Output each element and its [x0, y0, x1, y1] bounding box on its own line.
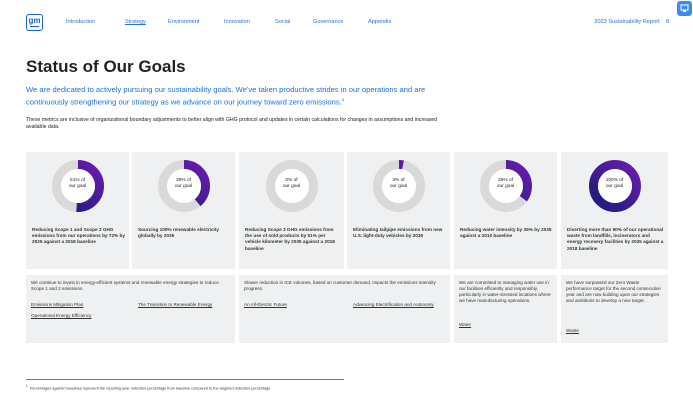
donut-label: 51% of our goal: [68, 178, 87, 190]
waste-panel: [561, 275, 668, 343]
page-title: Status of Our Goals: [26, 57, 186, 76]
panel-text: Slower reduction in ICE volumes, based on customer demand, impacts the emissions intensity progress.: [244, 280, 436, 291]
goal-card: [347, 152, 450, 269]
top-navigation: [0, 0, 693, 36]
water-panel: [454, 275, 557, 343]
footnote: [26, 384, 271, 390]
link-all-electric-future[interactable]: An All-Electric Future: [244, 302, 287, 307]
link-operational-energy-efficiency[interactable]: Operational Energy Efficiency: [31, 313, 92, 318]
nav-appendix[interactable]: Appendix: [368, 19, 392, 25]
goal-description: Reducing Scope 1 and Scope 2 GHG emissions from our operations by 72% by 2025 against a 2018 baseline: [32, 227, 125, 245]
goal-card: [239, 152, 344, 269]
logo-text: gm: [28, 16, 41, 25]
lead-footnote-ref[interactable]: 1: [341, 97, 345, 102]
link-waste[interactable]: Waste: [566, 328, 579, 333]
donut-label: 3% of our goal: [389, 178, 408, 190]
page-number: 8: [665, 19, 669, 25]
gm-logo[interactable]: [26, 14, 43, 31]
goal-card: [132, 152, 235, 269]
nav-strategy[interactable]: Strategy: [125, 19, 146, 25]
report-title[interactable]: [594, 19, 669, 25]
energy-panel: [26, 275, 235, 343]
nav-innovation[interactable]: Innovation: [224, 19, 250, 25]
panel-text: We continue to invest in energy-efficient systems and renewable energy strategies to reduce Scope 1 and 2 emissions.: [31, 280, 219, 291]
donut-label: 0% of our goal: [282, 178, 301, 190]
goal-description: Reducing Scope 3 GHG emissions from the use of sold products by 51% per vehicle kilometer by 2035 against a 2018 baseline: [245, 227, 335, 251]
goal-description: Reducing water intensity by 35% by 2035 against a 2010 baseline: [460, 227, 552, 239]
goal-description: Eliminating tailpipe emissions from new U.S. light-duty vehicles by 2035: [353, 227, 443, 239]
nav-introduction[interactable]: Introduction: [66, 19, 96, 25]
donut-label: 35% of our goal: [496, 178, 515, 190]
link-emissions-mitigation-plan[interactable]: Emissions Mitigation Plan: [31, 302, 84, 307]
donut-label: 100% of our goal: [605, 178, 624, 190]
link-advancing-electrification[interactable]: Advancing Electrification and Autonomy: [353, 302, 434, 307]
vehicles-panel: [239, 275, 450, 343]
lead-paragraph: [26, 85, 446, 108]
link-water[interactable]: Water: [459, 322, 472, 327]
lead-text: We are dedicated to actively pursuing our sustainability goals. We've taken productive strides in our operations and are continuously strengthening our strategy as we advance on our journey toward zero emissions.: [26, 85, 426, 107]
nav-social[interactable]: Social: [275, 19, 291, 25]
metrics-note: These metrics are inclusive of organizational boundary adjustments to better align with GHG protocol and updates in certain calculations for changes in assumptions and increased available data.: [26, 117, 438, 131]
bookmark-icon[interactable]: [677, 1, 692, 16]
logo-underline: [30, 26, 39, 27]
goal-card: [561, 152, 668, 269]
footnote-text: Percentages against baselines represent the reporting year reduction percentage from baseline compared to the targeted reduction percentage.: [29, 386, 272, 391]
panel-text: We have surpassed our Zero Waste performance target for the second consecutive year and are now building upon our strategies and ambitions to develop a new target.: [566, 280, 661, 303]
link-transition-renewable-energy[interactable]: The Transition to Renewable Energy: [138, 302, 213, 307]
footnote-divider: [26, 379, 344, 380]
goal-description: Diverting more than 90% of our operational waste from landfills, incinerators and energy recovery facilities by 2025 against a 2018 baseline: [567, 227, 664, 251]
panel-text: We are committed to managing water use in our facilities efficiently and responsibly, particularly in water-stressed locations where we have manufacturing operations.: [459, 280, 551, 303]
goal-card: [26, 152, 129, 269]
report-title-text: 2023 Sustainability Report: [594, 19, 660, 25]
goal-card: [454, 152, 557, 269]
nav-governance[interactable]: Governance: [313, 19, 344, 25]
donut-label: 39% of our goal: [174, 178, 193, 190]
nav-environment[interactable]: Environment: [168, 19, 200, 25]
goal-description: Sourcing 100% renewable electricity globally by 2035: [138, 227, 220, 239]
footnote-number: 1: [26, 384, 28, 388]
